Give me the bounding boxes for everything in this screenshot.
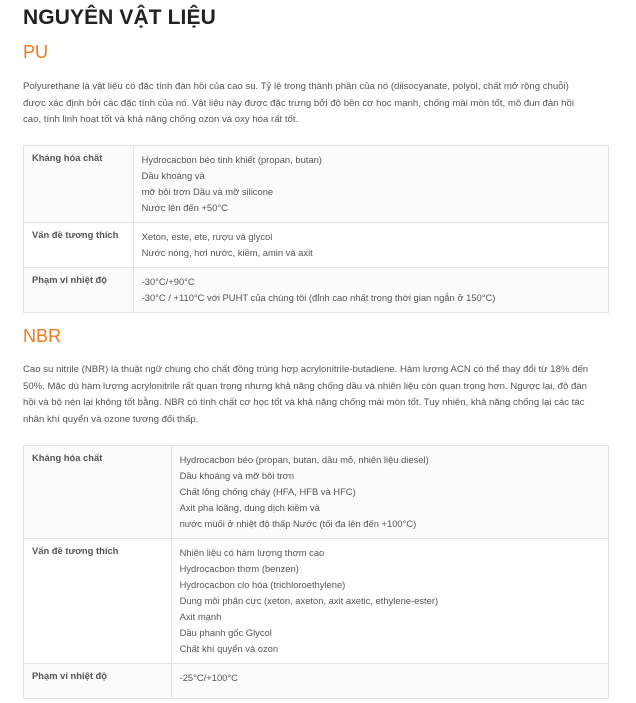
row-value (133, 223, 608, 268)
row-value (133, 268, 608, 313)
table-row (24, 146, 609, 223)
value-line: Dầu phanh gốc Glycol (179, 627, 272, 638)
value-line: Chất khí quyển và ozon (179, 643, 279, 654)
nbr-description-line: nhân khí quyển và ozone tương đối thấp. (23, 413, 199, 425)
row-label: Kháng hóa chất (24, 146, 134, 223)
table-row (24, 664, 609, 699)
value-line: Axit pha loãng, dung dịch kiềm và (179, 502, 320, 513)
table-row (24, 268, 609, 313)
page-title: NGUYÊN VẬT LIỆU (23, 6, 216, 29)
value-line: Nước nóng, hơi nước, kiềm, amin và axit (141, 247, 313, 258)
row-label: Vấn đề tương thích (24, 539, 172, 664)
value-line: Hydrocacbon thơm (benzen) (179, 563, 299, 574)
nbr-description (23, 362, 603, 428)
row-label: Phạm vi nhiệt độ (24, 268, 134, 313)
value-line: mỡ bôi trơn Dầu và mỡ silicone (141, 186, 274, 197)
value-line: nước muối ở nhiệt độ thấp Nước (tối đa lên đến +100°C) (179, 518, 417, 529)
value-line: Dầu khoáng và (141, 170, 205, 181)
nbr-description-line: Cao su nitrile (NBR) là thuật ngữ chung cho chất đồng trùng hợp acrylonitrile-butadiene. Hàm lượng ACN có thể thay đổi từ 18% đến (23, 364, 589, 375)
value-line: Hydrocacbon béo (propan, butan, dầu mỏ, nhiên liệu diesel) (179, 454, 429, 465)
row-label: Vấn đề tương thích (24, 223, 134, 268)
pu-description-line: cao, tính linh hoạt tốt và khả năng chống ozon và oxy hóa rất tốt. (23, 114, 299, 125)
value-line: Hydrocacbon béo tinh khiết (propan, butan) (141, 154, 322, 165)
row-label: Kháng hóa chất (24, 446, 172, 539)
value-line: Axit mạnh (179, 611, 222, 622)
row-value (171, 664, 608, 699)
value-line: Nước lên đến +50°C (141, 202, 228, 213)
value-line: Chất lỏng chống cháy (HFA, HFB và HFC) (179, 486, 356, 497)
pu-description (23, 79, 603, 129)
section-title-pu: PU (23, 42, 49, 62)
value-line: Dung môi phân cực (xeton, axeton, axit axetic, ethylene-ester) (179, 595, 439, 606)
nbr-description-line: hồi và bộ nén lại không tốt bằng. NBR có tính chất cơ học tốt và khả năng chống mài mòn tốt. Tuy nhiên, khả năng chống lại các tác (23, 397, 585, 408)
value-line: -30°C / +110°C với PUHT của chúng tôi (đỉnh cao nhất trong thời gian ngắn ở 150°C) (141, 292, 496, 303)
table-row (24, 539, 609, 664)
table-row (24, 446, 609, 539)
pu-description-line: được xác định bởi các đặc tính của nó. Vật liệu này được đặc trưng bởi độ bền cơ học mạnh, chống mài mòn tốt, mô đun đàn hồi (23, 97, 574, 109)
row-value (133, 146, 608, 223)
row-value (171, 539, 608, 664)
value-line: -30°C/+90°C (141, 276, 195, 287)
value-line: Hydrocacbon clo hóa (trichloroethylene) (179, 579, 346, 590)
pu-description-line: Polyurethane là vật liệu có đặc tính đàn hồi của cao su. Tỷ lệ trong thành phần của nó (diisocyanate, polyol, chất mở rộng chuỗi) (23, 81, 569, 92)
row-label: Phạm vi nhiệt độ (24, 664, 172, 699)
table-row (24, 223, 609, 268)
nbr-properties-table (23, 445, 609, 699)
section-title-nbr: NBR (23, 326, 62, 346)
nbr-description-line: 50%. Mặc dù hàm lượng acrylonitrile rất quan trọng nhưng khả năng chống dầu và nhiên liệu còn quan trọng hơn. Ngược lại, độ đàn (23, 380, 588, 392)
value-line: Xeton, este, ete, rượu và glycol (141, 231, 273, 242)
pu-properties-table (23, 145, 609, 313)
value-line: -25°C/+100°C (179, 672, 238, 683)
value-line: Nhiên liệu có hàm lượng thơm cao (179, 547, 325, 558)
row-value (171, 446, 608, 539)
value-line: Dầu khoáng và mỡ bôi trơn (179, 470, 295, 481)
